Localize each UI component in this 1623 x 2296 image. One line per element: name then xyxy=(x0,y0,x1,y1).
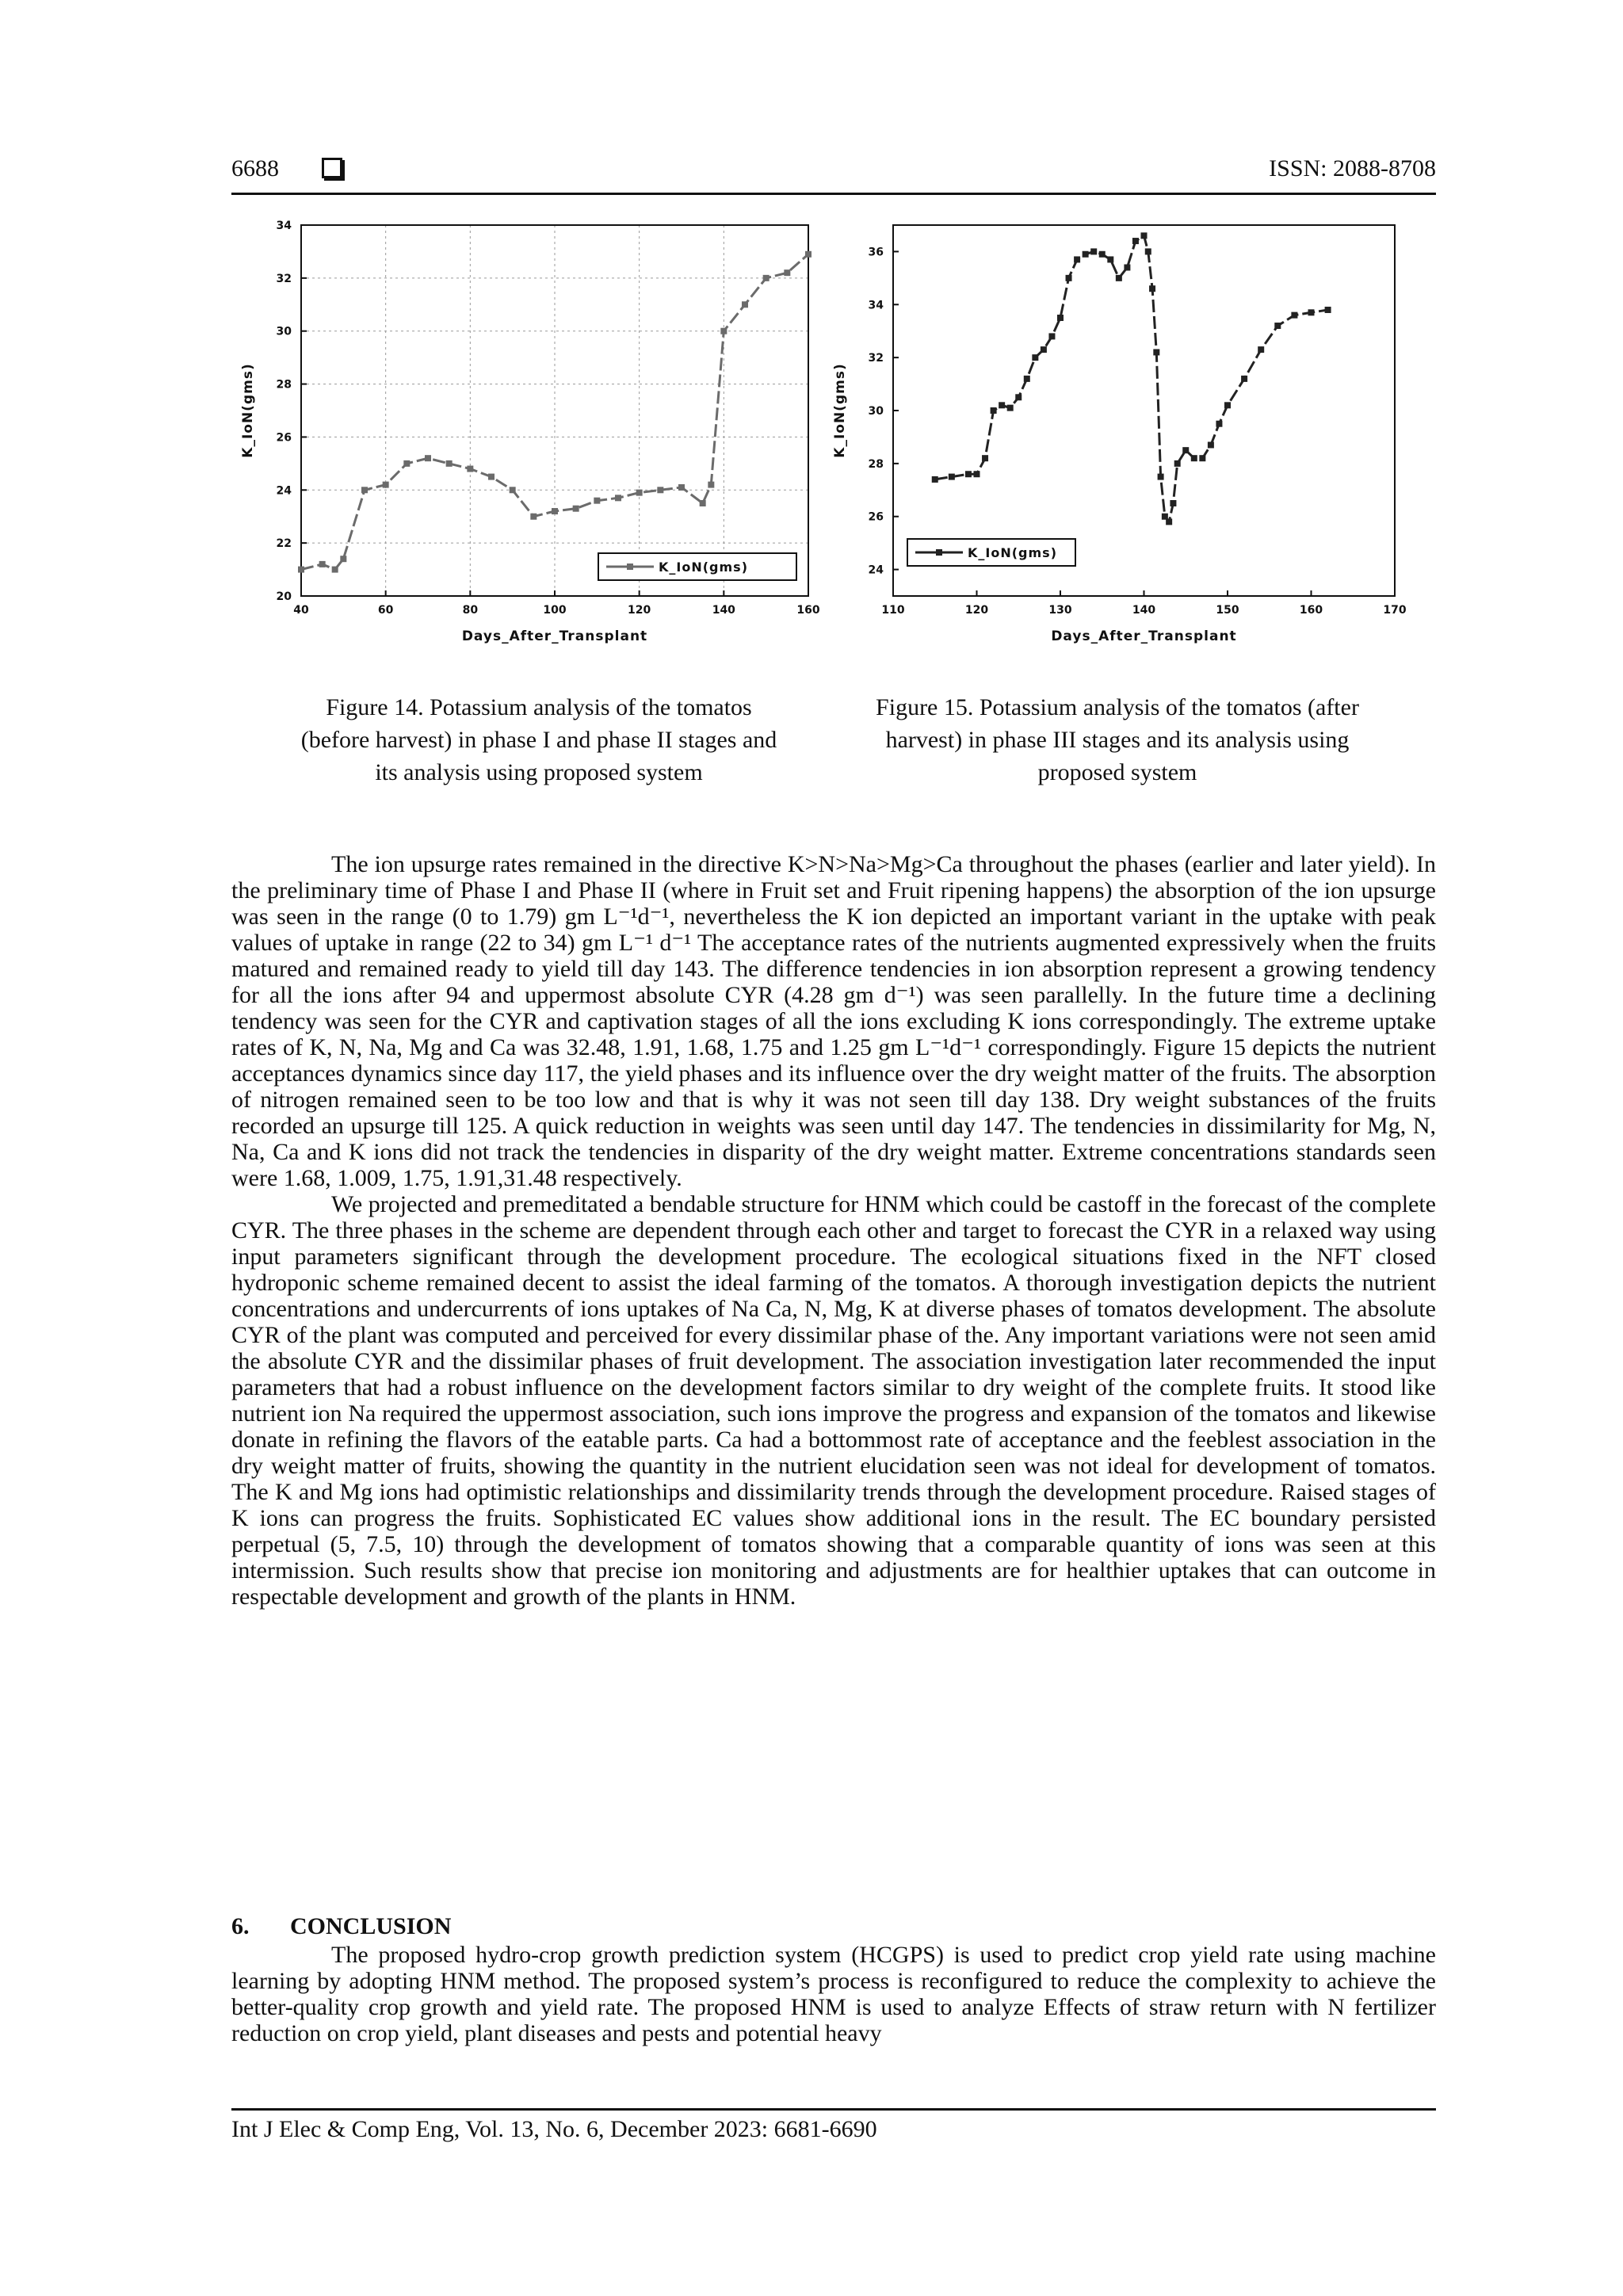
header-rule xyxy=(231,193,1436,195)
data-point xyxy=(573,506,579,512)
data-point xyxy=(1041,346,1047,353)
body-paragraph: The ion upsurge rates remained in the directive K>N>Na>Mg>Ca throughout the phases (earlier and later yield). In the preliminary time of Phase I and Phase II (where in Fruit set and Fruit ripening happens) the absorption of the ion upsurge was seen in the range (0 to 1.79) gm L⁻¹d⁻¹, nevertheless the K ion depicted an important variant in the uptake with peak values of uptake in range (22 to 34) gm L⁻¹ d⁻¹ The acceptance rates of the nutrients augmented expressively when the fruits matured and remained ready to yield till day 143. The difference tendencies in ion absorption represent a growing tendency for all the ions after 94 and uppermost absolute CYR (4.28 gm d⁻¹) was seen parallelly. In the future time a declining tendency was seen for the CYR and captivation stages of all the ions excluding K ions correspondingly. The extreme uptake rates of K, N, Na, Mg and Ca was 32.48, 1.91, 1.68, 1.75 and 1.25 gm L⁻¹d⁻¹ correspondingly. Figure 15 depicts the nutrient acceptances dynamics since day 117, the yield phases and its influence over the dry weight matter of the fruits. The absorption of nitrogen remained seen to be too low and that is why it was not seen till day 138. Dry weight substances of the fruits recorded an upsurge till 125. A quick reduction in weights was seen until day 147. The tendencies in dissimilarity for Mg, N, Na, Ca and K ions did not track the tendencies in disparity of the dry weight matter. Extreme concentrations standards seen were 1.68, 1.009, 1.75, 1.91,31.48 respectively. xyxy=(231,851,1436,1191)
data-point xyxy=(1258,346,1264,353)
conclusion-text xyxy=(231,1942,1436,2046)
x-tick-label: 120 xyxy=(964,604,989,617)
caption-line: harvest) in phase III stages and its analysis using xyxy=(885,727,1350,753)
data-point xyxy=(1132,238,1139,244)
data-point xyxy=(1074,256,1080,262)
y-tick-label: 32 xyxy=(276,272,292,285)
data-point xyxy=(530,514,537,520)
legend-label: K_IoN(gms) xyxy=(659,560,749,575)
data-point xyxy=(488,474,495,480)
data-point xyxy=(1182,447,1189,453)
data-point xyxy=(319,561,326,567)
y-tick-label: 22 xyxy=(276,537,292,551)
data-point xyxy=(678,484,685,491)
data-point xyxy=(1141,232,1148,239)
page-header xyxy=(231,155,1436,195)
y-tick-label: 34 xyxy=(868,299,884,312)
caption-line: its analysis using proposed system xyxy=(375,759,703,785)
caption-line: Figure 14. Potassium analysis of the tomatos xyxy=(326,694,752,720)
data-point xyxy=(1007,405,1014,411)
page-number: 6688 xyxy=(231,155,279,181)
y-tick-label: 26 xyxy=(276,431,292,445)
x-tick-label: 110 xyxy=(881,604,905,617)
data-point xyxy=(1090,248,1097,254)
data-point xyxy=(1174,460,1181,467)
data-point xyxy=(1308,309,1315,315)
data-point xyxy=(403,460,410,467)
data-point xyxy=(991,407,997,414)
data-point xyxy=(1099,251,1106,258)
data-point xyxy=(974,471,980,477)
data-point xyxy=(1048,333,1055,339)
data-point xyxy=(1224,402,1231,408)
data-point xyxy=(636,490,643,496)
y-tick-label: 20 xyxy=(276,590,292,603)
data-point xyxy=(1066,275,1072,281)
x-tick-label: 80 xyxy=(462,604,479,617)
data-point xyxy=(552,508,558,514)
y-tick-label: 26 xyxy=(868,510,884,524)
y-tick-label: 28 xyxy=(868,457,884,471)
data-point xyxy=(1274,323,1281,329)
data-point xyxy=(298,567,304,573)
data-point xyxy=(1153,349,1159,355)
data-point xyxy=(1166,518,1172,525)
data-point xyxy=(1145,248,1151,254)
data-point xyxy=(999,402,1005,408)
data-point xyxy=(1083,251,1089,258)
data-point xyxy=(1057,315,1064,321)
data-point xyxy=(1216,421,1222,427)
data-point xyxy=(1032,354,1038,361)
x-tick-label: 60 xyxy=(377,604,394,617)
data-point xyxy=(510,487,516,493)
legend-marker xyxy=(627,563,633,570)
data-point xyxy=(742,301,748,308)
data-point xyxy=(1241,376,1247,382)
footer-rule xyxy=(231,2108,1436,2111)
section-number: 6. xyxy=(231,1913,250,1939)
figure-15-caption xyxy=(840,691,1395,789)
footer-citation: Int J Elec & Comp Eng, Vol. 13, No. 6, December 2023: 6681-6690 xyxy=(231,2116,877,2142)
caption-line: proposed system xyxy=(1037,759,1197,785)
data-point xyxy=(763,275,769,281)
x-tick-label: 120 xyxy=(628,604,651,617)
body-paragraph: We projected and premeditated a bendable structure for HNM which could be castoff in the forecast of the complete CYR. The three phases in the scheme are dependent through each other and target to forecast the CYR in a relaxed way using input parameters significant through the development procedure. The ecological situations fixed in the NFT closed hydroponic scheme remained decent to assist the ideal farming of the tomatos. A thorough investigation depicts the nutrient concentrations and undercurrents of ions uptakes of Na Ca, N, Mg, K at diverse phases of tomatos development. The absolute CYR of the plant was computed and perceived for every dissimilar phase of the. Any important variations were not seen amid the absolute CYR and the dissimilar phases of fruit development. The association investigation later recommended the input parameters that had a robust influence on the development factors similar to dry weight of the complete fruits. It stood like nutrient ion Na required the uppermost association, such ions improve the progress and expansion of the tomatos and likewise donate in refining the flavors of the eatable parts. Ca had a bottommost rate of acceptance and the feeblest association in the dry weight matter of fruits, showing the quantity in the nutrient elucidation seen was not ideal for development of tomatos. The K and Mg ions had optimistic relationships and dissimilarity trends through the development procedure. Raised stages of K ions can progress the fruits. Sophisticated EC values show additional ions in the result. The EC boundary persisted perpetual (5, 7.5, 10) through the development of tomatos showing that a comparable quantity of ions was seen at this intermission. Such results show that precise ion monitoring and adjustments are for healthier uptakes that can outcome in respectable development and growth of the plants in HNM. xyxy=(231,1191,1436,1610)
y-tick-label: 30 xyxy=(276,325,292,338)
data-point xyxy=(784,269,790,276)
data-point xyxy=(1015,394,1022,400)
x-axis-title: Days_After_Transplant xyxy=(1051,628,1237,644)
caption-line: (before harvest) in phase I and phase II stages and xyxy=(300,727,777,753)
figure-15-chart xyxy=(832,217,1442,661)
data-point xyxy=(708,482,714,488)
data-point xyxy=(932,476,938,483)
section-title: CONCLUSION xyxy=(290,1913,452,1939)
issn-label: ISSN: 2088-8708 xyxy=(1269,155,1436,181)
x-tick-label: 170 xyxy=(1383,604,1407,617)
y-tick-label: 24 xyxy=(868,563,884,577)
x-tick-label: 140 xyxy=(1132,604,1156,617)
data-point xyxy=(1191,455,1197,461)
figure-15-svg xyxy=(832,217,1442,661)
data-point xyxy=(332,567,338,573)
data-point xyxy=(446,460,453,467)
x-tick-label: 130 xyxy=(1048,604,1072,617)
x-axis-title: Days_After_Transplant xyxy=(461,628,648,644)
data-point xyxy=(657,487,663,493)
data-point xyxy=(1158,474,1164,480)
series-line xyxy=(935,235,1328,521)
legend-label: K_IoN(gms) xyxy=(968,545,1058,560)
data-point xyxy=(805,251,812,258)
data-point xyxy=(700,500,706,506)
data-point xyxy=(594,498,600,504)
figure-14-caption xyxy=(238,691,840,789)
data-point xyxy=(1199,455,1205,461)
y-tick-label: 24 xyxy=(276,484,292,498)
y-tick-label: 30 xyxy=(868,405,884,418)
square-bullet-icon xyxy=(322,158,342,178)
y-axis-title: K_IoN(gms) xyxy=(832,363,848,458)
y-tick-label: 36 xyxy=(868,246,884,259)
data-point xyxy=(383,482,389,488)
section-heading xyxy=(231,1913,451,1940)
data-point xyxy=(982,455,988,461)
conclusion-paragraph: The proposed hydro-crop growth prediction system (HCGPS) is used to predict crop yield rate using machine learning by adopting HNM method. The proposed system’s process is reconfigured to reduce the complexity to achieve the better-quality crop growth and yield rate. The proposed HNM is used to analyze Effects of straw return with N fertilizer reduction on crop yield, plant diseases and pests and potential heavy xyxy=(231,1942,1436,2046)
figure-14-svg xyxy=(238,217,840,661)
data-point xyxy=(425,455,431,461)
x-tick-label: 140 xyxy=(712,604,735,617)
y-tick-label: 28 xyxy=(276,378,292,392)
data-point xyxy=(1024,376,1030,382)
caption-line: Figure 15. Potassium analysis of the tomatos (after xyxy=(876,694,1359,720)
x-tick-label: 160 xyxy=(1299,604,1323,617)
legend-marker xyxy=(936,549,942,556)
figure-14-chart xyxy=(238,217,840,661)
data-point xyxy=(1107,256,1113,262)
data-point xyxy=(1116,275,1122,281)
x-tick-label: 160 xyxy=(796,604,820,617)
data-point xyxy=(1325,307,1331,313)
x-tick-label: 150 xyxy=(1216,604,1239,617)
data-point xyxy=(1170,500,1176,506)
data-point xyxy=(361,487,368,493)
data-point xyxy=(1124,264,1130,270)
y-axis-title: K_IoN(gms) xyxy=(240,363,256,458)
data-point xyxy=(965,471,972,477)
y-tick-label: 34 xyxy=(276,220,292,232)
data-point xyxy=(1149,285,1155,292)
data-point xyxy=(720,328,727,334)
data-point xyxy=(949,474,955,480)
y-tick-label: 32 xyxy=(868,352,884,365)
data-point xyxy=(1208,441,1214,448)
results-discussion-text xyxy=(231,851,1436,1610)
series-line xyxy=(301,254,808,570)
x-tick-label: 40 xyxy=(293,604,309,617)
data-point xyxy=(340,556,346,562)
data-point xyxy=(1291,312,1297,319)
x-tick-label: 100 xyxy=(543,604,567,617)
data-point xyxy=(615,495,621,501)
data-point xyxy=(467,466,473,472)
